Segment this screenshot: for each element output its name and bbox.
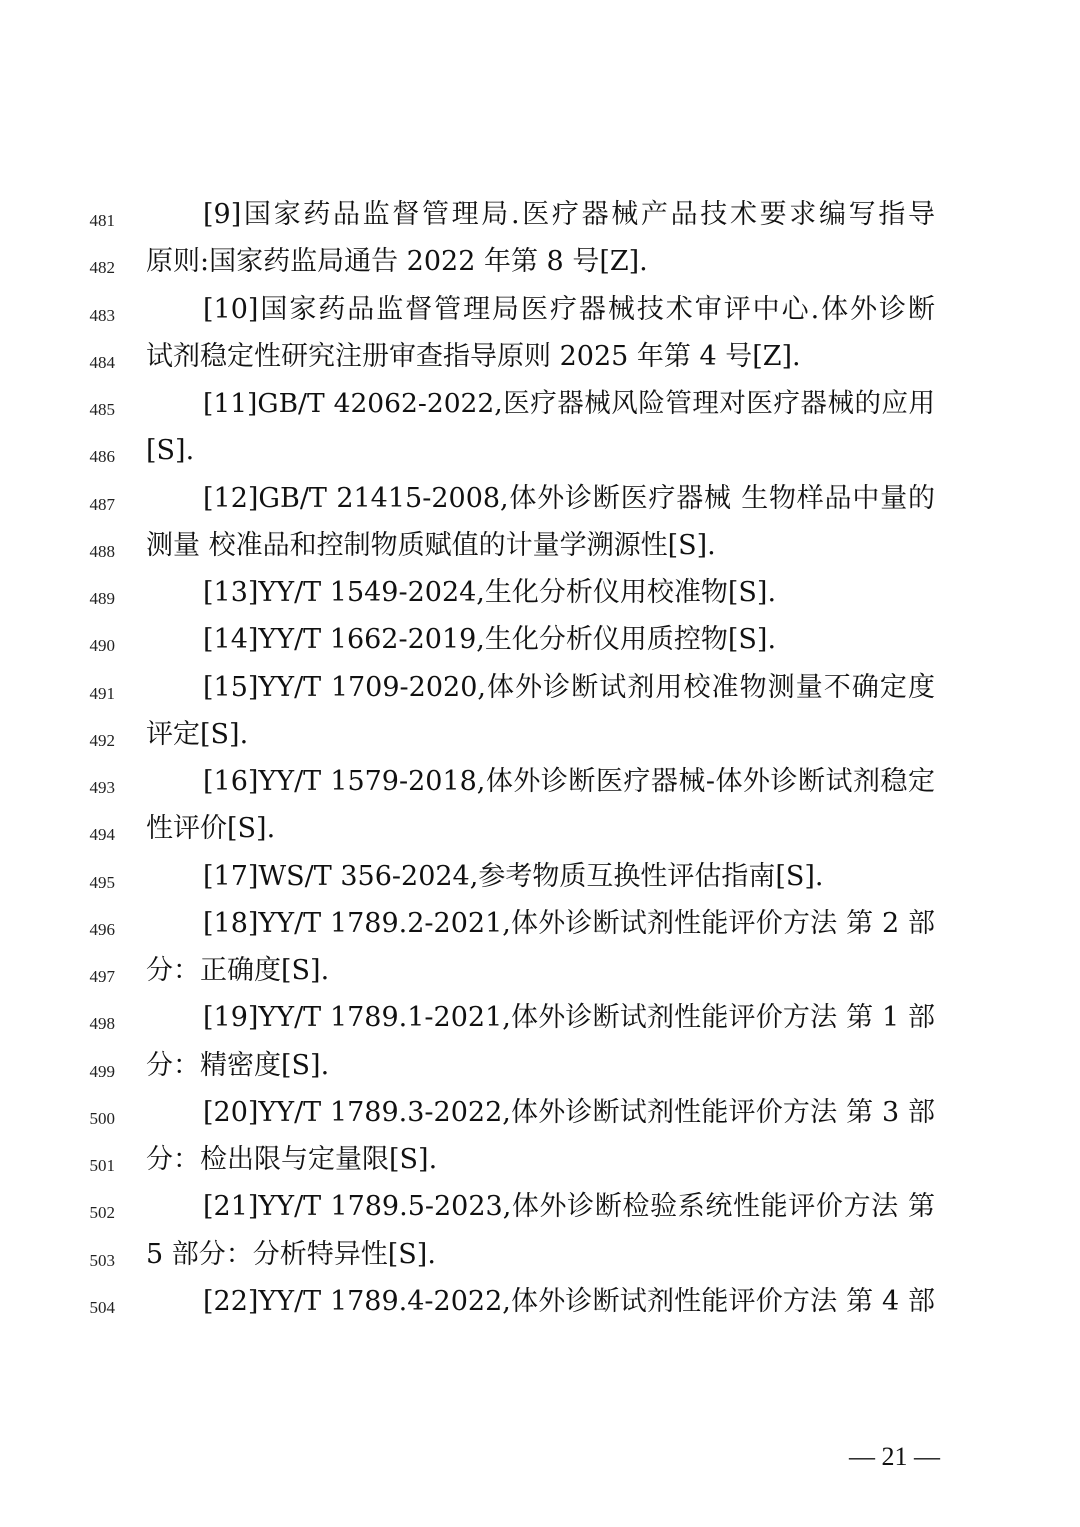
reference-text: [S].	[146, 435, 195, 467]
line-number: 504	[89, 1297, 115, 1317]
page-number: — 21 —	[849, 1442, 940, 1471]
line-number: 484	[89, 352, 115, 372]
reference-text: [10]国家药品监督管理局医疗器械技术审评中心.体外诊断	[203, 293, 935, 325]
reference-list	[0, 195, 1080, 1329]
reference-text: [13]YY/T 1549-2024,生化分析仪用校准物[S].	[203, 577, 777, 608]
text-line	[0, 290, 1080, 337]
line-number: 499	[89, 1061, 115, 1081]
reference-text: [22]YY/T 1789.4-2022,体外诊断试剂性能评价方法 第 4 部	[203, 1285, 935, 1317]
text-line	[0, 479, 1080, 526]
text-line	[0, 951, 1080, 998]
line-number: 496	[89, 919, 115, 939]
text-line	[0, 620, 1080, 667]
line-number: 489	[89, 589, 115, 608]
text-line	[0, 573, 1080, 620]
text-line	[0, 1093, 1080, 1140]
line-number: 503	[89, 1250, 115, 1270]
text-line	[0, 1140, 1080, 1187]
line-number: 497	[89, 967, 115, 986]
text-line	[0, 998, 1080, 1045]
reference-text: 5 部分：分析特异性[S].	[146, 1238, 436, 1270]
reference-text: 测量 校准品和控制物质赋值的计量学溯源性[S].	[146, 529, 716, 561]
reference-text: 分：正确度[S].	[146, 955, 330, 986]
line-number: 494	[89, 825, 115, 845]
text-line	[0, 857, 1080, 904]
reference-text: 分：检出限与定量限[S].	[146, 1144, 438, 1175]
line-number: 488	[89, 541, 115, 561]
text-line	[0, 384, 1080, 431]
text-line	[0, 431, 1080, 478]
reference-text: 分：精密度[S].	[146, 1049, 330, 1081]
line-number: 498	[89, 1014, 115, 1034]
line-number: 487	[89, 494, 115, 514]
text-line	[0, 762, 1080, 809]
reference-text: [21]YY/T 1789.5-2023,体外诊断检验系统性能评价方法 第	[203, 1191, 935, 1223]
text-line	[0, 526, 1080, 573]
reference-text: [12]GB/T 21415-2008,体外诊断医疗器械 生物样品中量的	[203, 482, 935, 514]
reference-text: [11]GB/T 42062-2022,医疗器械风险管理对医疗器械的应用	[203, 388, 935, 419]
text-line	[0, 195, 1080, 242]
line-number: 490	[89, 636, 115, 656]
reference-text: [14]YY/T 1662-2019,生化分析仪用质控物[S].	[203, 624, 777, 656]
reference-text: 原则:国家药监局通告 2022 年第 8 号[Z].	[146, 246, 648, 278]
reference-text: 试剂稳定性研究注册审查指导原则 2025 年第 4 号[Z].	[146, 340, 801, 372]
reference-text: [17]WS/T 356-2024,参考物质互换性评估指南[S].	[203, 860, 824, 892]
reference-text: 性评价[S].	[146, 813, 276, 845]
text-line	[0, 715, 1080, 762]
line-number: 486	[89, 447, 115, 467]
text-line	[0, 668, 1080, 715]
line-number: 483	[89, 305, 115, 325]
line-number: 500	[89, 1108, 115, 1128]
line-number: 482	[89, 258, 115, 278]
reference-text: [18]YY/T 1789.2-2021,体外诊断试剂性能评价方法 第 2 部	[203, 907, 935, 939]
line-number: 493	[89, 778, 115, 797]
reference-text: [9]国家药品监督管理局.医疗器械产品技术要求编写指导	[203, 199, 935, 230]
reference-text: [16]YY/T 1579-2018,体外诊断医疗器械-体外诊断试剂稳定	[203, 766, 935, 797]
reference-text: [19]YY/T 1789.1-2021,体外诊断试剂性能评价方法 第 1 部	[203, 1002, 935, 1034]
line-number: 501	[89, 1156, 115, 1175]
text-line	[0, 1282, 1080, 1329]
text-line	[0, 809, 1080, 856]
reference-text: [15]YY/T 1709-2020,体外诊断试剂用校准物测量不确定度	[203, 671, 935, 703]
line-number: 492	[89, 730, 115, 750]
line-number: 502	[89, 1203, 115, 1223]
text-line	[0, 904, 1080, 951]
text-line	[0, 1046, 1080, 1093]
text-line	[0, 337, 1080, 384]
text-line	[0, 1235, 1080, 1282]
line-number: 485	[89, 400, 115, 419]
text-line	[0, 1187, 1080, 1234]
reference-text: 评定[S].	[146, 718, 249, 750]
line-number: 481	[89, 211, 115, 230]
line-number: 495	[89, 872, 115, 892]
line-number: 491	[89, 683, 115, 703]
text-line	[0, 242, 1080, 289]
reference-text: [20]YY/T 1789.3-2022,体外诊断试剂性能评价方法 第 3 部	[203, 1096, 935, 1128]
